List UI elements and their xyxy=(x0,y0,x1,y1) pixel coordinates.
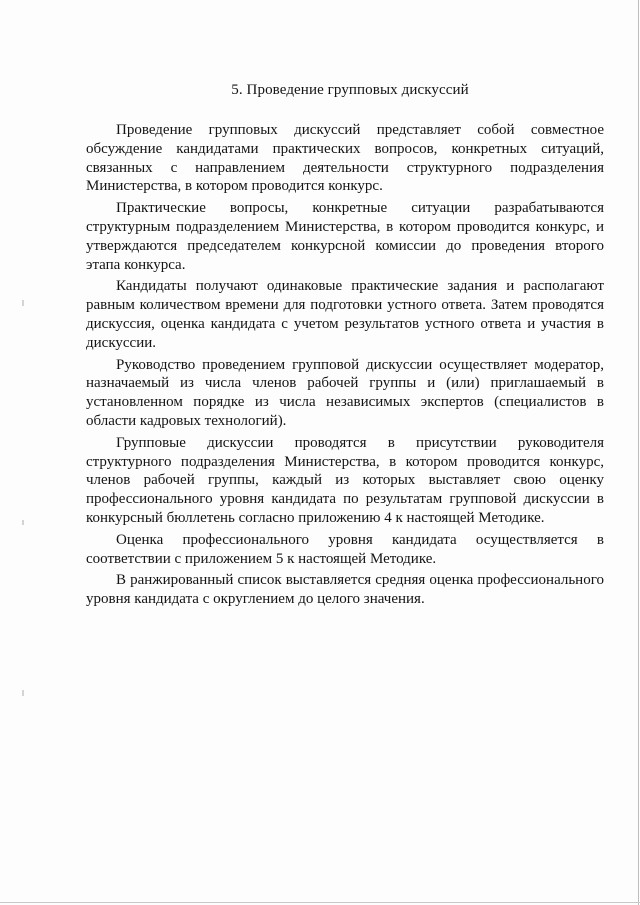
paragraph: Практические вопросы, конкретные ситуации разрабатываются структурным подразделением Министерства, в котором проводится конкурс, и утверждаются председателем конкурсной комиссии до проведения второго этапа конкурса. xyxy=(86,200,604,273)
scan-edge-right xyxy=(638,0,639,905)
section-heading: 5. Проведение групповых дискуссий xyxy=(231,82,469,98)
scan-speck xyxy=(22,520,24,525)
paragraph: Руководство проведением групповой дискуссии осуществляет модератор, назначаемый из числа членов рабочей группы и (или) приглашаемый в установленном порядке из числа независимых экспертов (специалистов в области кадровых технологий). xyxy=(86,356,604,429)
scan-speck xyxy=(22,690,24,696)
document-body xyxy=(86,121,604,612)
scan-speck xyxy=(22,300,24,306)
paragraph: Групповые дискуссии проводятся в присутствии руководителя структурного подразделения Министерства, в котором проводится конкурс, членов рабочей группы, каждый из которых выставляет свою оценку профессионального уровня кандидата по результатам групповой дискуссии в конкурсный бюллетень согласно приложению 4 к настоящей Методике. xyxy=(86,434,604,526)
paragraph: Проведение групповых дискуссий представляет собой совместное обсуждение кандидатами практических вопросов, конкретных ситуаций, связанных с направлением деятельности структурного подразделения Министерства, в котором проводится конкурс. xyxy=(86,122,604,195)
paragraph: Оценка профессионального уровня кандидата осуществляется в соответствии с приложением 5 к настоящей Методике. xyxy=(86,531,604,567)
scan-edge-bottom xyxy=(0,902,640,903)
paragraph: Кандидаты получают одинаковые практические задания и располагают равным количеством времени для подготовки устного ответа. Затем проводятся дискуссия, оценка кандидата с учетом результатов устного ответа и участия в дискуссии. xyxy=(86,278,604,351)
paragraph: В ранжированный список выставляется средняя оценка профессионального уровня кандидата с округлением до целого значения. xyxy=(86,572,604,608)
